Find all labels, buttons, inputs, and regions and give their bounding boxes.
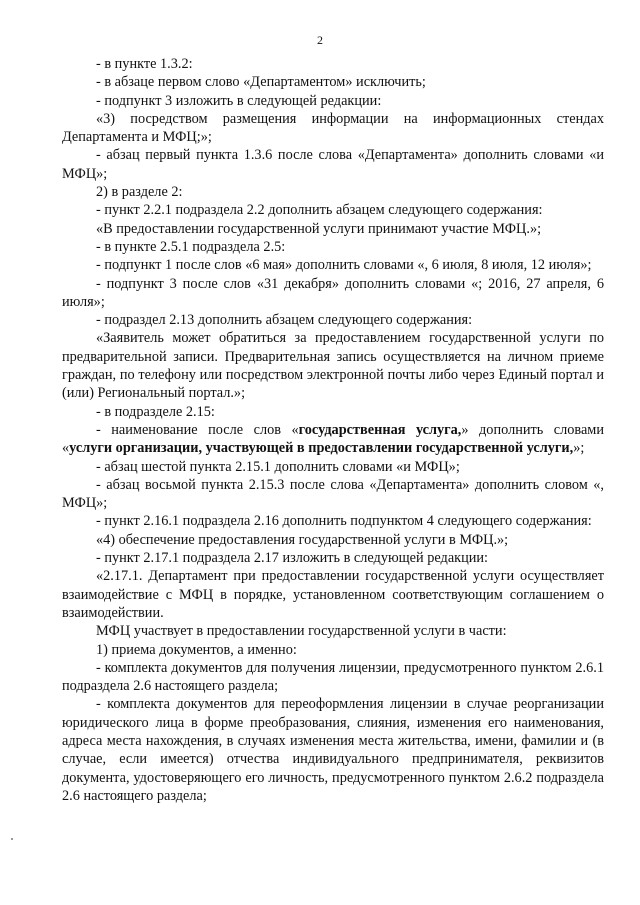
paragraph: - пункт 2.17.1 подраздела 2.17 изложить в следующей редакции: — [96, 550, 489, 567]
paragraph: «В предоставлении государственной услуги принимают участие МФЦ.»; — [96, 220, 542, 237]
paragraph: - абзац шестой пункта 2.15.1 дополнить словами «и МФЦ»; — [96, 458, 460, 475]
paragraph: - комплекта документов для получения лицензии, предусмотренного пунктом 2.6.1 подраздела 2.6 настоящего раздела; — [62, 659, 604, 695]
text-run: »; — [573, 440, 585, 457]
paragraph: - пункт 2.2.1 подраздела 2.2 дополнить абзацем следующего содержания: — [96, 202, 543, 219]
paragraph: - пункт 2.16.1 подраздела 2.16 дополнить подпунктом 4 следующего содержания: — [96, 513, 592, 530]
paragraph: «3) посредством размещения информации на информационных стендах Департамента и МФЦ;»; — [62, 110, 604, 146]
scan-speck — [11, 838, 13, 840]
paragraph: - в пункте 1.3.2: — [96, 56, 193, 72]
paragraph: - подпункт 3 изложить в следующей редакции: — [96, 92, 382, 109]
page-number: 2 — [317, 33, 323, 47]
paragraph: «Заявитель может обратиться за предоставлением государственной услуги по предварительной записи. Предварительная запись осуществляется на личном приеме граждан, по телефону или посредством электронной почты либо через Единый портал и (или) Региональный портал.»; — [62, 330, 604, 402]
paragraph: - подпункт 1 после слов «6 мая» дополнить словами «, 6 июля, 8 июля, 12 июля»; — [96, 257, 592, 274]
paragraph: 2) в разделе 2: — [96, 184, 183, 201]
text-run: » дополнить словами « — [62, 421, 604, 457]
paragraph: - абзац восьмой пункта 2.15.3 после слова «Департамента» дополнить словом «, МФЦ»; — [62, 476, 604, 512]
text-run: - наименование после слов « — [96, 421, 299, 438]
paragraph: - абзац первый пункта 1.3.6 после слова «Департамента» дополнить словами «и МФЦ»; — [62, 147, 604, 182]
bold-text-run: услуги организации, участвующей в предоставлении государственной услуги, — [69, 440, 574, 457]
paragraph: «4) обеспечение предоставления государственной услуги в МФЦ.»; — [96, 531, 509, 548]
paragraph: - в абзаце первом слово «Департаментом» исключить; — [96, 74, 426, 91]
document-body — [62, 55, 604, 805]
paragraph: - подраздел 2.13 дополнить абзацем следующего содержания: — [96, 312, 473, 329]
paragraph: - в подразделе 2.15: — [96, 403, 215, 420]
paragraph: - комплекта документов для переоформления лицензии в случае реорганизации юридического лица в форме преобразования, слияния, изменения его наименования, адреса места нахождения, в случаях изменения места жительства, имени, фамилии и (в случае, если имеется) отчества индивидуального предпринимателя, реквизитов документа, удостоверяющего его личность, предусмотренного пунктом 2.6.2 подраздела 2.6 настоящего раздела; — [62, 696, 604, 804]
bold-text-run: государственная услуга, — [298, 421, 462, 438]
paragraph: - в пункте 2.5.1 подраздела 2.5: — [96, 238, 286, 255]
paragraph: - подпункт 3 после слов «31 декабря» дополнить словами «; 2016, 27 апреля, 6 июля»; — [62, 275, 604, 310]
paragraph-bold-insert — [62, 421, 604, 458]
paragraph: 1) приема документов, а именно: — [96, 641, 297, 658]
paragraph: МФЦ участвует в предоставлении государственной услуги в части: — [96, 623, 507, 640]
paragraph: «2.17.1. Департамент при предоставлении государственной услуги осуществляет взаимодействие с МФЦ в порядке, установленном соответствующим соглашением о взаимодействии. — [62, 568, 604, 621]
